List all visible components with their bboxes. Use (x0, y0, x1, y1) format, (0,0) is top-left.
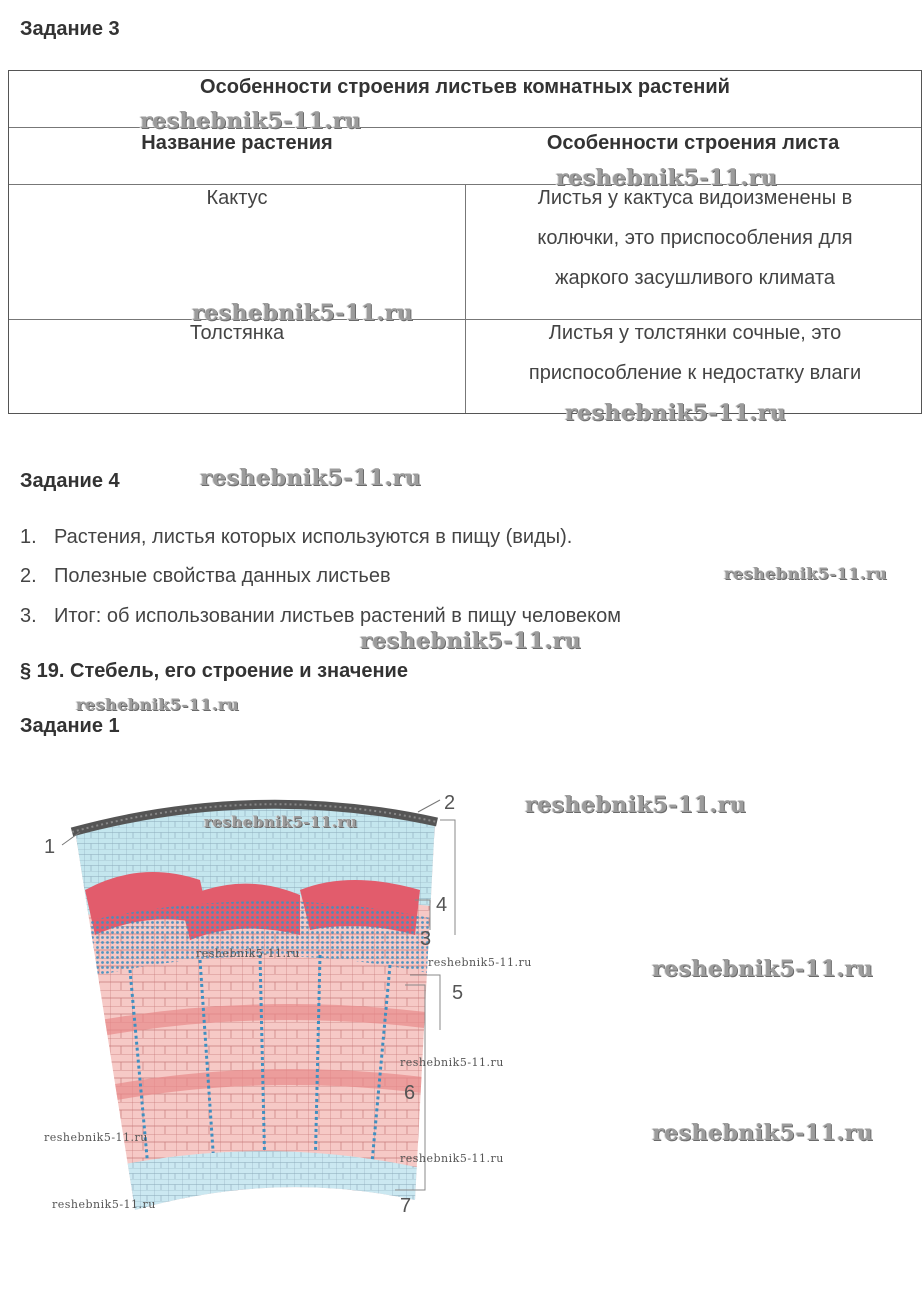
table-cell-plant: Толстянка (189, 322, 285, 344)
watermark: reshebnik5-11.ru (360, 628, 582, 654)
watermark: reshebnik5-11.ru (652, 1120, 874, 1146)
list-item-text: Полезные свойства данных листьев (54, 565, 391, 587)
watermark: reshebnik5-11.ru (76, 695, 240, 714)
watermark: reshebnik5-11.ru (525, 792, 747, 818)
table-column-divider (465, 184, 466, 413)
figure-label: 6 (404, 1082, 416, 1104)
task1-heading: Задание 1 (20, 715, 120, 737)
list-item (20, 605, 621, 628)
figure-label: 2 (444, 792, 456, 814)
figure-label: 1 (44, 836, 56, 858)
list-item (20, 565, 391, 588)
watermark: reshebnik5-11.ru (140, 108, 362, 134)
stem-cross-section-figure (0, 750, 924, 1270)
list-item (20, 526, 572, 549)
watermark: reshebnik5-11.ru (400, 1152, 504, 1165)
figure-label: 3 (420, 928, 432, 950)
list-item-number: 1. (20, 526, 37, 548)
section-heading: § 19. Стебель, его строение и значение (20, 660, 408, 682)
figure-label: 7 (400, 1195, 412, 1217)
watermark: reshebnik5-11.ru (556, 165, 778, 191)
watermark: reshebnik5-11.ru (724, 564, 888, 583)
watermark: reshebnik5-11.ru (400, 1056, 504, 1069)
list-item-text: Итог: об использовании листьев растений в пищу человеком (54, 605, 621, 627)
table-cell-features: Листья у толстянки сочные, это приспособление к недостатку влаги (528, 322, 862, 384)
watermark: reshebnik5-11.ru (52, 1198, 156, 1211)
column-header-features: Особенности строения листа (546, 132, 840, 154)
watermark: reshebnik5-11.ru (565, 400, 787, 426)
list-item-text: Растения, листья которых используются в пищу (виды). (54, 526, 573, 548)
figure-label: 5 (452, 982, 464, 1004)
column-header-plant: Название растения (141, 132, 333, 154)
figure-label: 4 (436, 894, 448, 916)
task4-heading: Задание 4 (20, 470, 120, 492)
table-title: Особенности строения листьев комнатных растений (200, 76, 730, 98)
watermark: reshebnik5-11.ru (200, 465, 422, 491)
task3-heading: Задание 3 (20, 18, 120, 40)
list-item-number: 3. (20, 605, 37, 627)
watermark: reshebnik5-11.ru (196, 947, 300, 960)
watermark: reshebnik5-11.ru (192, 300, 414, 326)
watermark: reshebnik5-11.ru (428, 956, 532, 969)
table-cell-plant: Кактус (206, 187, 268, 209)
watermark: reshebnik5-11.ru (652, 956, 874, 982)
list-item-number: 2. (20, 565, 37, 587)
table-cell-features: Листья у кактуса видоизменены в колючки, это приспособления для жаркого засушливого климата (537, 187, 853, 289)
watermark: reshebnik5-11.ru (204, 813, 358, 831)
watermark: reshebnik5-11.ru (44, 1131, 148, 1144)
